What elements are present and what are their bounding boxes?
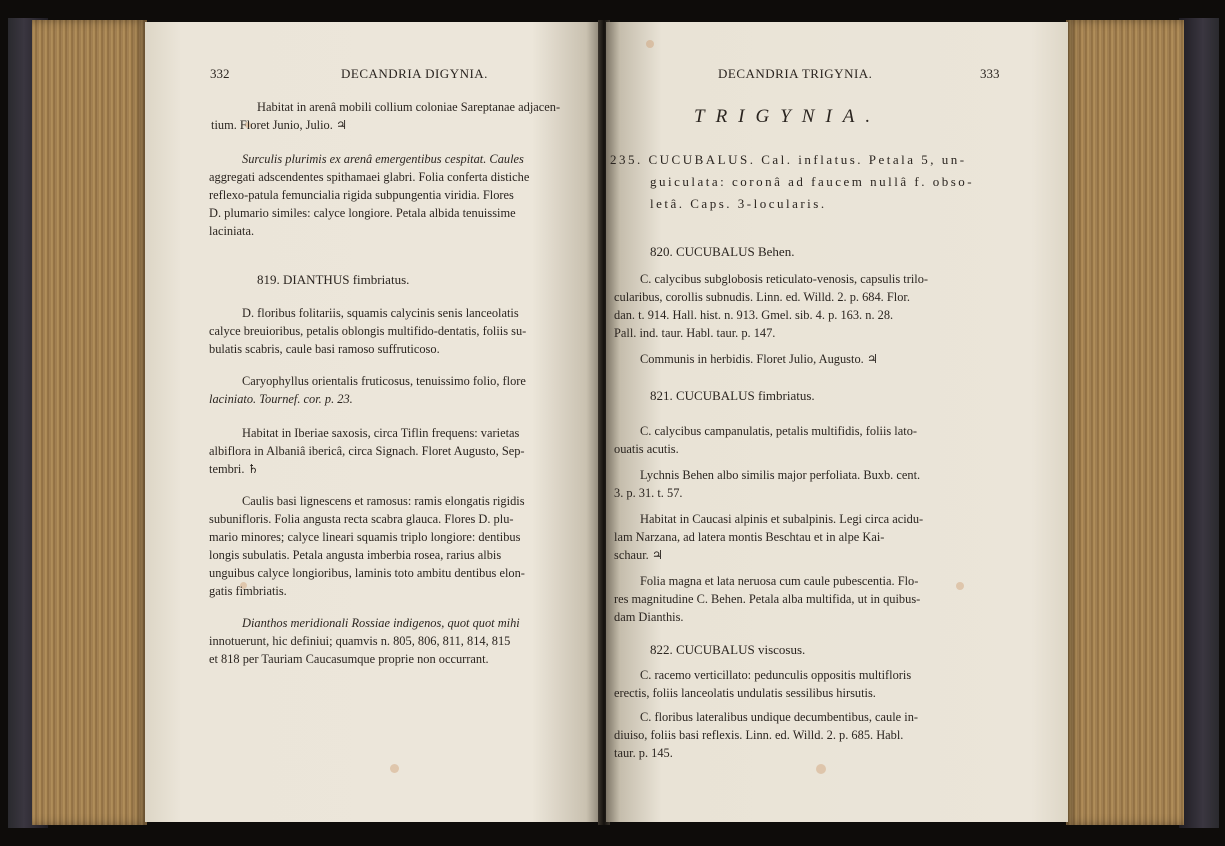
- text-line: 3. p. 31. t. 57.: [614, 486, 683, 500]
- text-line: reflexo-patula femuncialia rigida subpungentia viridia. Flores: [209, 188, 514, 202]
- text-line: bulatis scabris, caule basi ramoso suffruticoso.: [209, 342, 440, 356]
- page-number: 333: [980, 66, 1000, 81]
- foxing-spot: [956, 582, 964, 590]
- text-line: albiflora in Albaniâ ibericâ, circa Signach. Floret Augusto, Sep-: [209, 444, 525, 458]
- left-page-edges: [32, 20, 147, 825]
- text-line: cularibus, corollis subnudis. Linn. ed. Willd. 2. p. 684. Flor.: [614, 290, 910, 304]
- right-page-edges: [1066, 20, 1184, 825]
- text-line: letâ. Caps. 3-locularis.: [650, 196, 827, 211]
- text-line: erectis, foliis lanceolatis undulatis sessilibus hirsutis.: [614, 686, 876, 700]
- page-number: 332: [210, 66, 230, 81]
- species-heading: 822. CUCUBALUS viscosus.: [650, 642, 806, 657]
- text-line: C. racemo verticillato: pedunculis oppositis multifloris: [640, 668, 912, 682]
- text-line: laciniato. Tournef. cor. p. 23.: [209, 392, 353, 406]
- running-head: DECANDRIA TRIGYNIA.: [718, 66, 873, 81]
- text-line: taur. p. 145.: [614, 746, 673, 760]
- text-line: Caryophyllus orientalis fruticosus, tenuissimo folio, flore: [242, 374, 526, 388]
- text-line: Folia magna et lata neruosa cum caule pubescentia. Flo-: [640, 574, 919, 588]
- section-title: TRIGYNIA.: [694, 106, 882, 127]
- text-line: Communis in herbidis. Floret Julio, Augusto. ♃: [640, 352, 878, 366]
- text-line: Lychnis Behen albo similis major perfoliata. Buxb. cent.: [640, 468, 921, 482]
- text-line: aggregati adscendentes spithamaei glabri. Folia conferta distiche: [209, 170, 530, 184]
- text-line: Habitat in Iberiae saxosis, circa Tiflin frequens: varietas: [242, 426, 520, 440]
- text-line: ouatis acutis.: [614, 442, 679, 456]
- running-head: DECANDRIA DIGYNIA.: [341, 66, 488, 81]
- text-line: dan. t. 914. Hall. hist. n. 913. Gmel. sib. 4. p. 163. n. 28.: [614, 308, 894, 322]
- text-line: D. plumario similes: calyce longiore. Petala albida tenuissime: [209, 206, 516, 220]
- right-page: [606, 22, 1068, 822]
- text-line: Habitat in Caucasi alpinis et subalpinis. Legi circa acidu-: [640, 512, 924, 526]
- text-line: dam Dianthis.: [614, 610, 684, 624]
- text-line: res magnitudine C. Behen. Petala alba multifida, ut in quibus-: [614, 592, 921, 606]
- right-cover-board: [1179, 18, 1219, 828]
- text-line: C. floribus lateralibus undique decumbentibus, caule in-: [640, 710, 919, 724]
- text-line: lam Narzana, ad latera montis Beschtau et in alpe Kai-: [614, 530, 885, 544]
- species-heading: 821. CUCUBALUS fimbriatus.: [650, 388, 815, 403]
- text-line: longis subulatis. Petala angusta imberbia rosea, rarius albis: [209, 548, 502, 562]
- species-heading: 819. DIANTHUS fimbriatus.: [257, 272, 410, 287]
- text-line: Dianthos meridionali Rossiae indigenos, quot quot mihi: [242, 616, 520, 630]
- genus-heading: 235. CUCUBALUS. Cal. inflatus. Petala 5, un-: [610, 152, 967, 167]
- text-line: Pall. ind. taur. Habl. taur. p. 147.: [614, 326, 776, 340]
- text-line: laciniata.: [209, 224, 255, 238]
- text-line: subunifloris. Folia angusta recta scabra glauca. Flores D. plu-: [209, 512, 514, 526]
- text-line: et 818 per Tauriam Caucasumque proprie non occurrant.: [209, 652, 489, 666]
- text-line: tembri. ♄: [209, 462, 259, 476]
- text-line: Habitat in arenâ mobili collium coloniae Sareptanae adjacen-: [257, 100, 561, 114]
- text-line: calyce breuioribus, petalis oblongis multifido-dentatis, foliis su-: [209, 324, 527, 338]
- text-line: C. calycibus campanulatis, petalis multifidis, foliis lato-: [640, 424, 918, 438]
- text-line: D. floribus folitariis, squamis calycinis senis lanceolatis: [242, 306, 519, 320]
- foxing-spot: [390, 764, 399, 773]
- text-line: mario minores; calyce lineari squamis triplo longiore: dentibus: [209, 530, 521, 544]
- text-line: diuiso, foliis basi reflexis. Linn. ed. Willd. 2. p. 685. Habl.: [614, 728, 904, 742]
- foxing-spot: [816, 764, 826, 774]
- foxing-spot: [646, 40, 654, 48]
- text-line: Caulis basi lignescens et ramosus: ramis elongatis rigidis: [242, 494, 525, 508]
- left-page: [145, 22, 600, 822]
- text-line: guiculata: coronâ ad faucem nullâ f. obso-: [650, 174, 975, 189]
- species-heading: 820. CUCUBALUS Behen.: [650, 244, 795, 259]
- text-line: gatis fimbriatis.: [209, 584, 287, 598]
- text-line: Surculis plurimis ex arenâ emergentibus cespitat. Caules: [242, 152, 524, 166]
- text-line: innotuerunt, hic definiui; quamvis n. 805, 806, 811, 814, 815: [209, 634, 511, 648]
- text-line: unguibus calyce longioribus, laminis toto ambitu dentibus elon-: [209, 566, 525, 580]
- text-line: schaur. ♃: [614, 548, 663, 562]
- text-line: tium. Floret Junio, Julio. ♃: [211, 118, 348, 132]
- text-line: C. calycibus subglobosis reticulato-venosis, capsulis trilo-: [640, 272, 929, 286]
